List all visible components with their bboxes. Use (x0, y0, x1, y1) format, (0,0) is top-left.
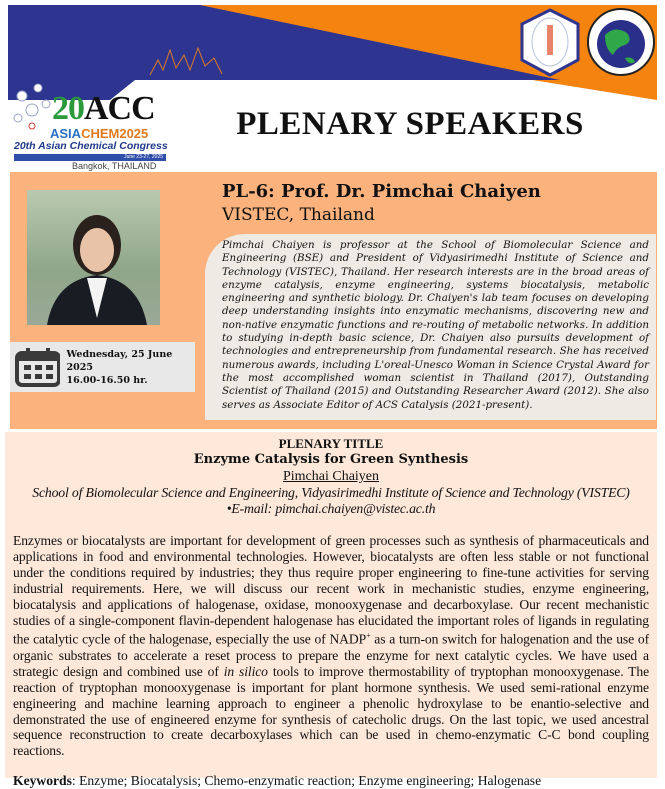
session-datetime (10, 342, 195, 392)
speaker-bio: Pimchai Chaiyen is professor at the School of Biomolecular Science and Engineering (BSE) and President of Vidyasirimedhi Institute of Science and Technology (VISTEC), Thailand. Her research interests are in the broad areas of enzyme catalysis, enzyme engineering, systems biocatalysis, metabolic engineering and synthetic biology. Dr. Chaiyen's lab team focuses on developing deep understanding insights into enzymatic mechanisms, discovering new and non-native enzymatic functions and re-routing of metabolic networks. In addition to studying in-depth basic science, Dr. Chaiyen also pursuits development of technologies and entrepreneurship from fundamental research. She has received numerous awards, including L'oreal-Unesco Woman in Science Crystal Award for the most accomplished woman scientist in Thailand (2017), Outstanding Scientist of Thailand (2015) and Outstanding Researcher Award (2012). She also serves as Associate Editor of ACS Catalysis (2021-present). (205, 234, 656, 420)
cst-logo (522, 10, 578, 75)
page-title: PLENARY SPEAKERS (236, 106, 584, 142)
plenary-title-heading: PLENARY TITLE (278, 436, 384, 451)
facs-logo (588, 9, 654, 75)
talk-affiliation: School of Biomolecular Science and Engineering, Vidyasirimedhi Institute of Science and Technology (VISTEC) (32, 485, 630, 500)
talk-email: •E-mail: pimchai.chaiyen@vistec.ac.th (226, 501, 436, 516)
session-date: Wednesday, 25 June 2025 (66, 348, 173, 373)
abstract-section (5, 432, 657, 789)
speaker-institution: VISTEC, Thailand (222, 205, 375, 225)
session-time: 16.00-16.50 hr. (66, 374, 148, 386)
calendar-icon (14, 346, 60, 388)
speaker-name: PL-6: Prof. Dr. Pimchai Chaiyen (222, 181, 541, 202)
speaker-photo (27, 190, 160, 325)
keywords: Keywords: Enzyme; Biocatalysis; Chemo-enzymatic reaction; Enzyme engineering; Halogenase (13, 773, 542, 789)
talk-author: Pimchai Chaiyen (282, 469, 380, 484)
asiachem-2025-logo: 20ACC ASIACHEM2025 20th Asian Chemical Congress June 23-27, 2025 Bangkok, THAILAND (10, 78, 168, 168)
logo-acc-text: 20ACC (52, 90, 155, 127)
talk-title: Enzyme Catalysis for Green Synthesis (193, 452, 469, 467)
abstract-text: Enzymes or biocatalysts are important for development of green processes such as synthesis of pharmaceuticals and applications in food and environmental technologies. However, biocatalysts are often less stable or not functional under the conditions required by industries; they thus require proper engineering to fine-tune activities for serving industrial requirements. Here, we will discuss our recent work in mechanistic studies, enzyme engineering, biocatalysis and applications of halogenase, oxidase, monooxygenase and decarboxylase. Our recent mechanistic studies of a single-component flavin-dependent halogenase has elucidated the important roles of ligands in regulating the catalytic cycle of the halogenase, especially the use of NADP+ as a turn-on switch for halogenation and the use of organic substrates to accelerate a reset process to prepare the enzyme for next catalytic cycles. We have used a strategic design and combined use of in silico tools to improve thermostability of tryptophan monooxygenase. The reaction of tryptophan monooxygenase is important for plant hormone synthesis. We used semi-rational enzyme engineering and machine learning approach to engineer a phenolic hydroxylase to be enantio-selective and demonstrated the use of engineered enzyme for synthesis of catecholic drugs. On the last topic, we used ancestral sequence reconstruction to create decarboxylases which can be used in chemo-enzymatic C-C bond coupling reactions. (13, 533, 650, 759)
